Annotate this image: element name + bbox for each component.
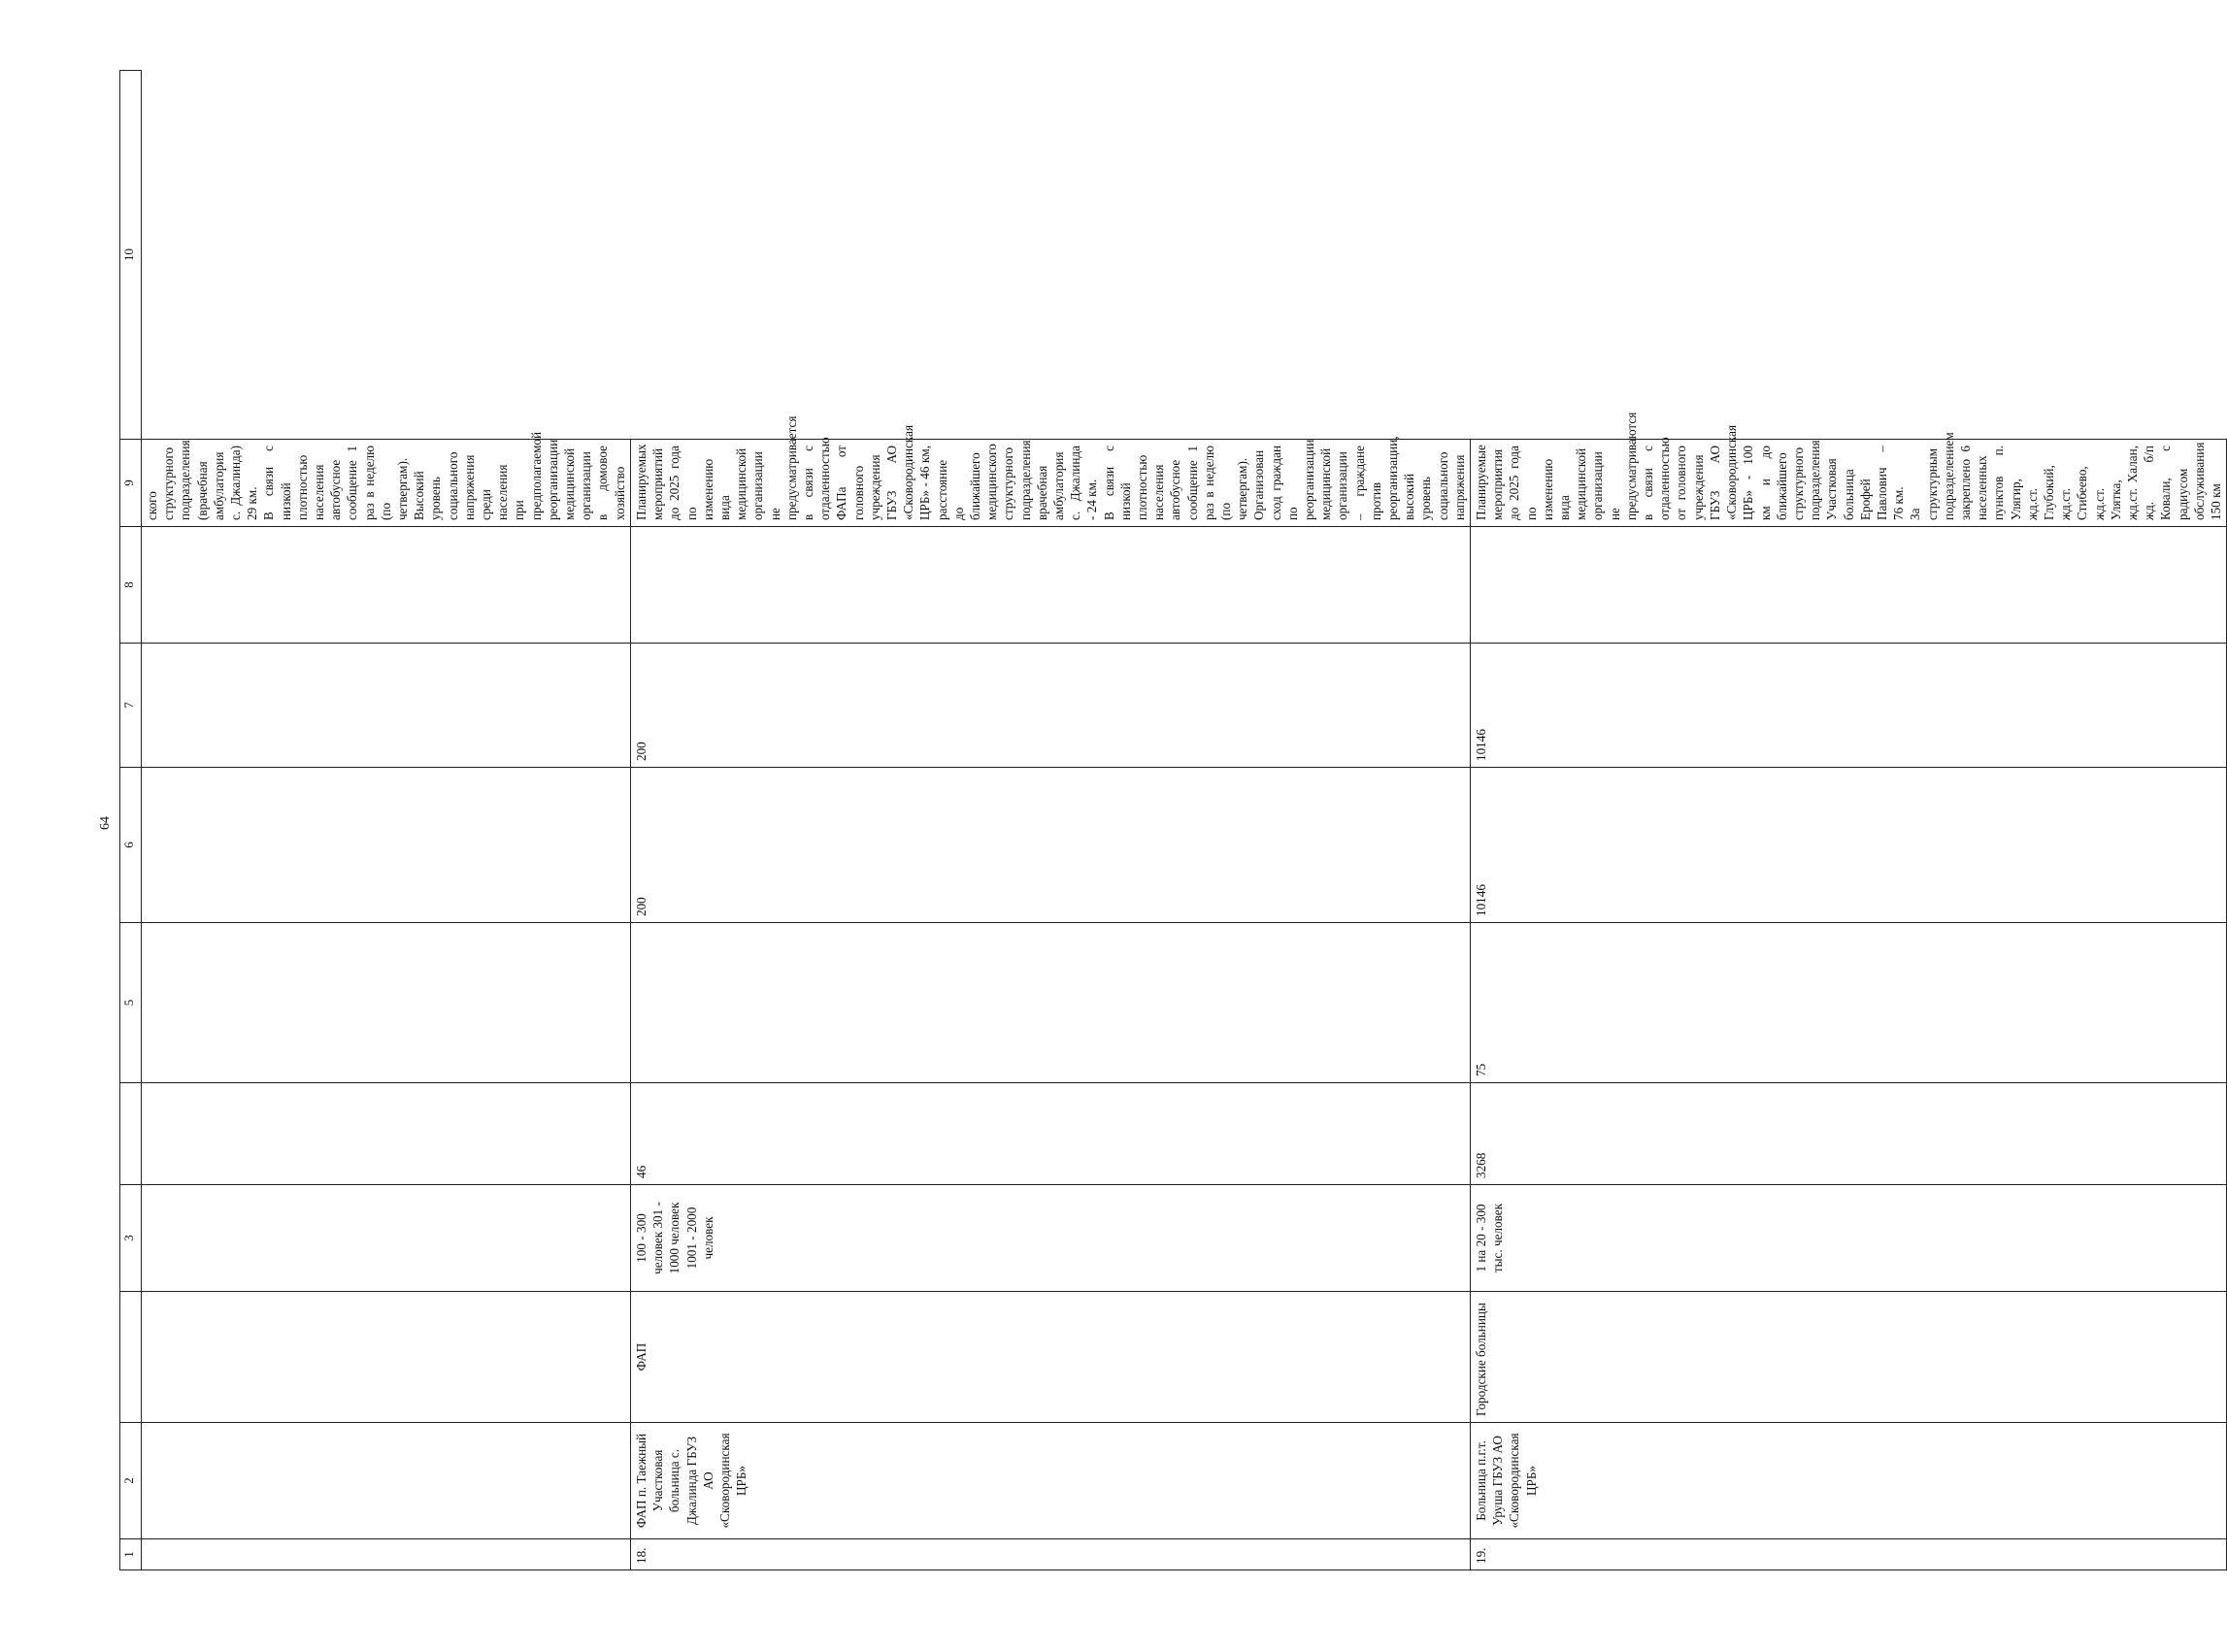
note-paragraph: Планируемых мероприятий до 2025 года по изменению вида медицинской организации не предусматривается в связи с отдаленностью ФАПа от головного учреждения ГБУЗ АО «Сковородинская ЦРБ» - 46 км, расстояние до ближайшего медицинского структурного подразделения врачебная амбулатория с. Джалинда - 24 км.	[633, 415, 1100, 520]
cell-no: 18.	[630, 1539, 1470, 1570]
note-paragraph: В связи с низкой плотностью населения автобусное сообщение 1 раз в неделю (по четвергам).	[1101, 446, 1250, 520]
cell-c9	[630, 527, 1470, 644]
cell-c8: 200	[630, 644, 1470, 768]
cell-c7	[142, 768, 631, 923]
col-header: 7	[120, 644, 142, 768]
col-header: 9	[120, 440, 142, 527]
col-header: 3	[120, 1185, 142, 1292]
rotated-table-wrapper	[119, 71, 2223, 1570]
note-paragraph: ского структурного подразделения (врачебная амбулатория с. Джалинда) 29 км.	[145, 440, 260, 520]
cell-name: ФАП п. Таежный Участковая больница с. Джалинда ГБУЗ АО «Сковородинская ЦРБ»	[630, 1423, 1470, 1539]
header-row	[120, 71, 142, 1570]
cell-c7: 10146	[1471, 768, 2227, 923]
cell-note	[142, 431, 631, 527]
table-row	[630, 71, 1470, 1570]
cell-norm: 1 на 20 - 300 тыс. человек	[1471, 1185, 2227, 1292]
col-header: 6	[120, 768, 142, 923]
note-paragraph: В связи с низкой плотностью населения автобусное сообщение 1 раз в неделю (по четвергам).	[261, 446, 411, 520]
col-header	[120, 1292, 142, 1423]
cell-c9	[142, 527, 631, 644]
cell-no	[142, 1539, 631, 1570]
col-header: 1	[120, 1539, 142, 1570]
data-table	[119, 70, 2227, 1570]
cell-type: Городские больницы	[1471, 1292, 2227, 1423]
col-header: 8	[120, 527, 142, 644]
note-paragraph: Высокий уровень социального напряжения среди населения при предполагаемой реорганизации медицинской организации в домовое хозяйство	[412, 431, 627, 520]
cell-c6	[630, 923, 1470, 1083]
cell-c5: 46	[630, 1083, 1470, 1185]
cell-name: Больница п.г.т. Уруша ГБУЗ АО «Сковородинская ЦРБ»	[1471, 1423, 2227, 1539]
col-header: 5	[120, 923, 142, 1083]
note-paragraph: Организован сход граждан по реорганизации медицинской организации – граждане против реорганизации, высокий уровень социального напряжения	[1251, 436, 1467, 520]
col-header	[120, 1083, 142, 1185]
cell-name	[142, 1423, 631, 1539]
cell-c9	[1471, 527, 2227, 644]
cell-norm	[142, 1185, 631, 1292]
cell-note	[1471, 412, 2227, 527]
cell-c8: 10146	[1471, 644, 2227, 768]
cell-c6	[142, 923, 631, 1083]
cell-c6: 75	[1471, 923, 2227, 1083]
cell-c8	[142, 644, 631, 768]
cell-note	[630, 415, 1470, 527]
cell-type	[142, 1292, 631, 1423]
cell-no: 19.	[1471, 1539, 2227, 1570]
table-row	[1471, 71, 2227, 1570]
cell-norm: 100 - 300 человек 301 - 1000 человек 1001 - 2000 человек	[630, 1185, 1470, 1292]
cell-c7: 200	[630, 768, 1470, 923]
col-header: 10	[120, 71, 142, 440]
note-paragraph: Планируемые мероприятия до 2025 года по изменению вида медицинской организации не предусматриваются в связи с отдаленностью от головного учреждения ГБУЗ АО «Сковородинская ЦРБ» - 100 км и до ближайшего структурного подразделения Участковая больница Ерофей Павлович – 76 км.	[1474, 412, 1907, 520]
note-paragraph: За структурным подразделением закреплено 6 населенных пунктов п. Улягир, жд.ст. Глубокий, жд.ст. Стибеево, жд.ст. Улятка, жд.ст. Халан, жд. б/п Ковали, с радиусом обслуживания 150 км	[1908, 432, 2223, 520]
cell-c5	[142, 1083, 631, 1185]
col-header: 2	[120, 1423, 142, 1539]
cell-c5: 3268	[1471, 1083, 2227, 1185]
cell-type: ФАП	[630, 1292, 1470, 1423]
page-number: 64	[98, 816, 113, 830]
table-row	[142, 71, 631, 1570]
